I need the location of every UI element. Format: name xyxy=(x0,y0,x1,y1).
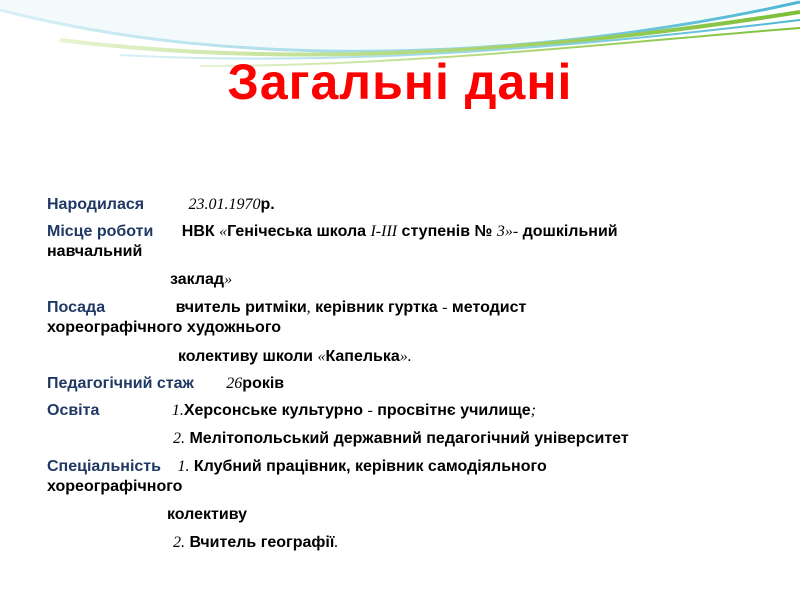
position-line3b: « xyxy=(317,348,326,365)
slide-title: Загальні дані xyxy=(227,54,573,110)
specialty-row-3 xyxy=(167,505,247,525)
work-v4: I-III xyxy=(370,223,398,240)
born-date: 23.01.1970 xyxy=(188,196,261,213)
born-label: Народилася xyxy=(47,196,145,213)
position-row xyxy=(47,298,526,318)
position-v4: - xyxy=(442,299,448,316)
work-v1: НВК xyxy=(181,223,220,240)
education-t2: Мелітопольський державний педагогічний університет xyxy=(185,430,629,447)
born-suffix: р. xyxy=(260,196,275,213)
position-line3d: ». xyxy=(399,348,412,365)
specialty-e2: . xyxy=(334,534,339,551)
experience-suffix: років xyxy=(242,375,285,392)
work-row-2 xyxy=(47,242,142,262)
specialty-label: Спеціальність xyxy=(47,458,161,475)
born-row xyxy=(47,195,275,215)
work-line3b: » xyxy=(224,271,233,288)
work-v7: дошкільний xyxy=(518,223,618,240)
education-row-2 xyxy=(173,429,629,449)
specialty-t1: Клубний працівник, керівник самодіяльного xyxy=(189,458,547,475)
experience-row xyxy=(47,374,284,394)
specialty-t2: Вчитель географії xyxy=(185,534,335,551)
education-t1b: просвітнє училище xyxy=(372,402,531,419)
specialty-row-2 xyxy=(47,477,182,497)
position-label: Посада xyxy=(47,299,106,316)
specialty-row xyxy=(47,457,547,477)
work-v5: ступенів № xyxy=(397,223,497,240)
position-line3a: колективу школи xyxy=(178,348,318,365)
education-t1: Херсонське культурно xyxy=(183,402,368,419)
specialty-n1: 1. xyxy=(177,458,190,475)
specialty-line2: хореографічного xyxy=(47,478,183,495)
position-v2: , xyxy=(306,299,311,316)
specialty-line3: колективу xyxy=(167,506,248,523)
education-row xyxy=(47,401,536,421)
position-v1: вчитель ритміки xyxy=(175,299,307,316)
position-line2: хореографічного художнього xyxy=(47,319,282,336)
experience-years: 26 xyxy=(226,375,243,392)
specialty-n2: 2. xyxy=(173,534,185,551)
work-v3: Генічеська школа xyxy=(227,223,371,240)
position-v3: керівник гуртка xyxy=(310,299,443,316)
position-row-3 xyxy=(178,347,412,367)
position-v5: методист xyxy=(447,299,527,316)
work-v2: « xyxy=(219,223,228,240)
work-row xyxy=(47,222,618,242)
specialty-row-4 xyxy=(173,533,338,553)
work-v6: 3»- xyxy=(496,223,519,240)
education-n1: 1. xyxy=(171,402,184,419)
position-line3c: Капелька xyxy=(325,348,400,365)
work-row-3 xyxy=(170,270,232,290)
education-label: Освіта xyxy=(47,402,100,419)
work-line2: навчальний xyxy=(47,243,143,260)
work-line3a: заклад xyxy=(170,271,225,288)
experience-label: Педагогічний стаж xyxy=(47,375,194,392)
education-d1: - xyxy=(367,402,373,419)
position-row-2 xyxy=(47,318,281,338)
education-e1: ; xyxy=(530,402,536,419)
work-label: Місце роботи xyxy=(47,223,154,240)
education-n2: 2. xyxy=(173,430,185,447)
